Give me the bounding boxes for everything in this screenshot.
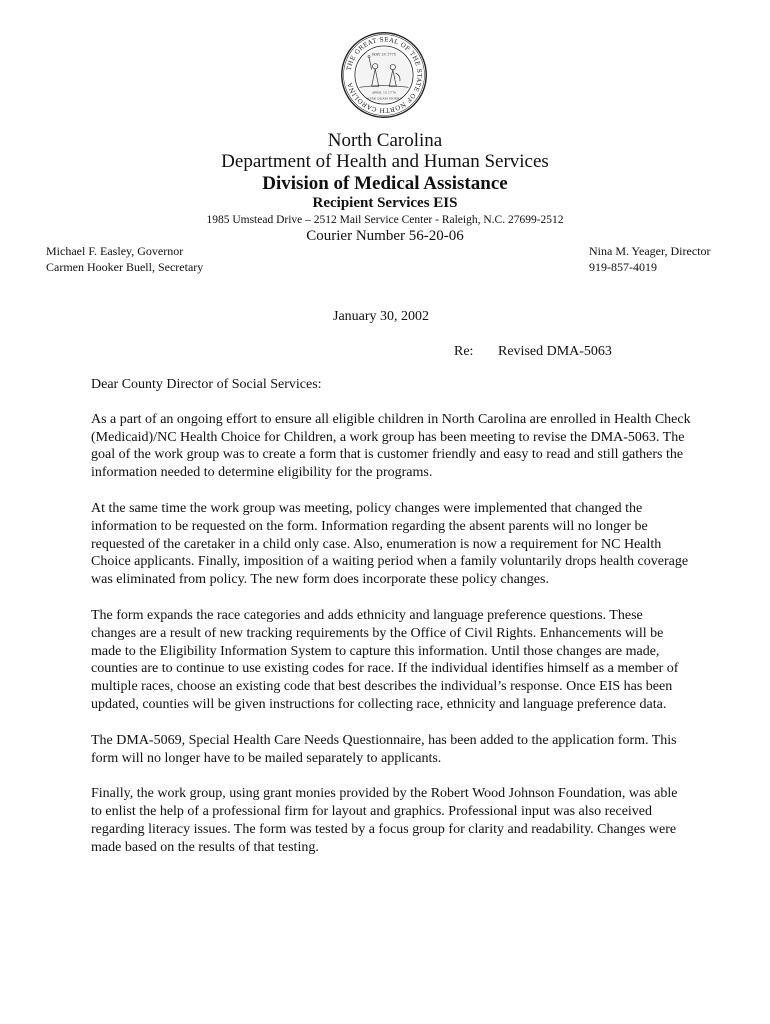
header-department: Department of Health and Human Services	[221, 151, 549, 172]
secretary-name: Carmen Hooker Buell, Secretary	[46, 260, 204, 274]
seal-date-text-2: APRIL 12 1776	[371, 90, 397, 95]
paragraph-5: Finally, the work group, using grant monies provided by the Robert Wood Johnson Foundation, was able to enlist the help of a professional firm for layout and graphics. Professional input was also received regarding literacy issues. The form was tested by a focus group for clarity and readability. Changes were made based on the results of that testing.	[91, 786, 678, 855]
header-courier-number: Courier Number 56-20-06	[306, 228, 464, 244]
officials-left	[46, 243, 203, 275]
paragraph-2: At the same time the work group was meeting, policy changes were implemented that changed the information to be requested on the form. Information regarding the absent parents will no longer be requested of the caretaker in a child only case. Also, enumeration is now a requirement for NC Health Choice applicants. Finally, imposition of a waiting period when a family voluntarily drops health coverage was eliminated from policy. The new form does incorporate these policy changes.	[91, 500, 689, 588]
letter-body	[91, 376, 691, 875]
letter-date: January 30, 2002	[333, 309, 430, 324]
seal-date-text: MAY 20 1775	[372, 52, 396, 57]
state-seal-logo	[340, 31, 428, 119]
seal-ring-text: THE GREAT SEAL OF THE STATE OF NORTH CAROLINA	[345, 36, 423, 114]
paragraph-4: The DMA-5069, Special Health Care Needs Questionnaire, has been added to the application form. This form will no longer have to be mailed separately to applicants.	[91, 732, 677, 766]
paragraph-1: As a part of an ongoing effort to ensure all eligible children in North Carolina are enrolled in Health Check (Medicaid)/NC Health Choice for Children, a work group has been meeting to revise the DMA-5063. The goal of the work group was to create a form that is customer friendly and easy to read and still gathers the information needed to determine eligibility for the programs.	[91, 411, 691, 481]
subject-label: Re:	[454, 344, 474, 359]
subject-value: Revised DMA-5063	[498, 344, 612, 359]
governor-name: Michael F. Easley, Governor	[46, 244, 184, 258]
director-phone: 919-857-4019	[589, 260, 657, 274]
header-unit: Recipient Services EIS	[312, 195, 458, 211]
header-address: 1985 Umstead Drive – 2512 Mail Service Center - Raleigh, N.C. 27699-2512	[206, 214, 564, 226]
director-name: Nina M. Yeager, Director	[589, 244, 711, 258]
subject-line	[454, 344, 612, 360]
header-state: North Carolina	[327, 130, 443, 151]
officials-right	[589, 243, 711, 275]
seal-motto: ESSE QUAM VIDERI	[367, 96, 401, 101]
salutation: Dear County Director of Social Services:	[91, 377, 322, 392]
header-division: Division of Medical Assistance	[262, 173, 508, 194]
paragraph-3: The form expands the race categories and adds ethnicity and language preference questions. These changes are a result of new tracking requirements by the Office of Civil Rights. Enhancements will be made to the Eligibility Information System to capture this information. Until those changes are made, counties are to continue to use existing codes for race. If the individual identifies himself as a member of multiple races, choose an existing code that best describes the individual’s response. Once EIS has been updated, counties will be given instructions for collecting race, ethnicity and language preference data.	[91, 607, 679, 712]
